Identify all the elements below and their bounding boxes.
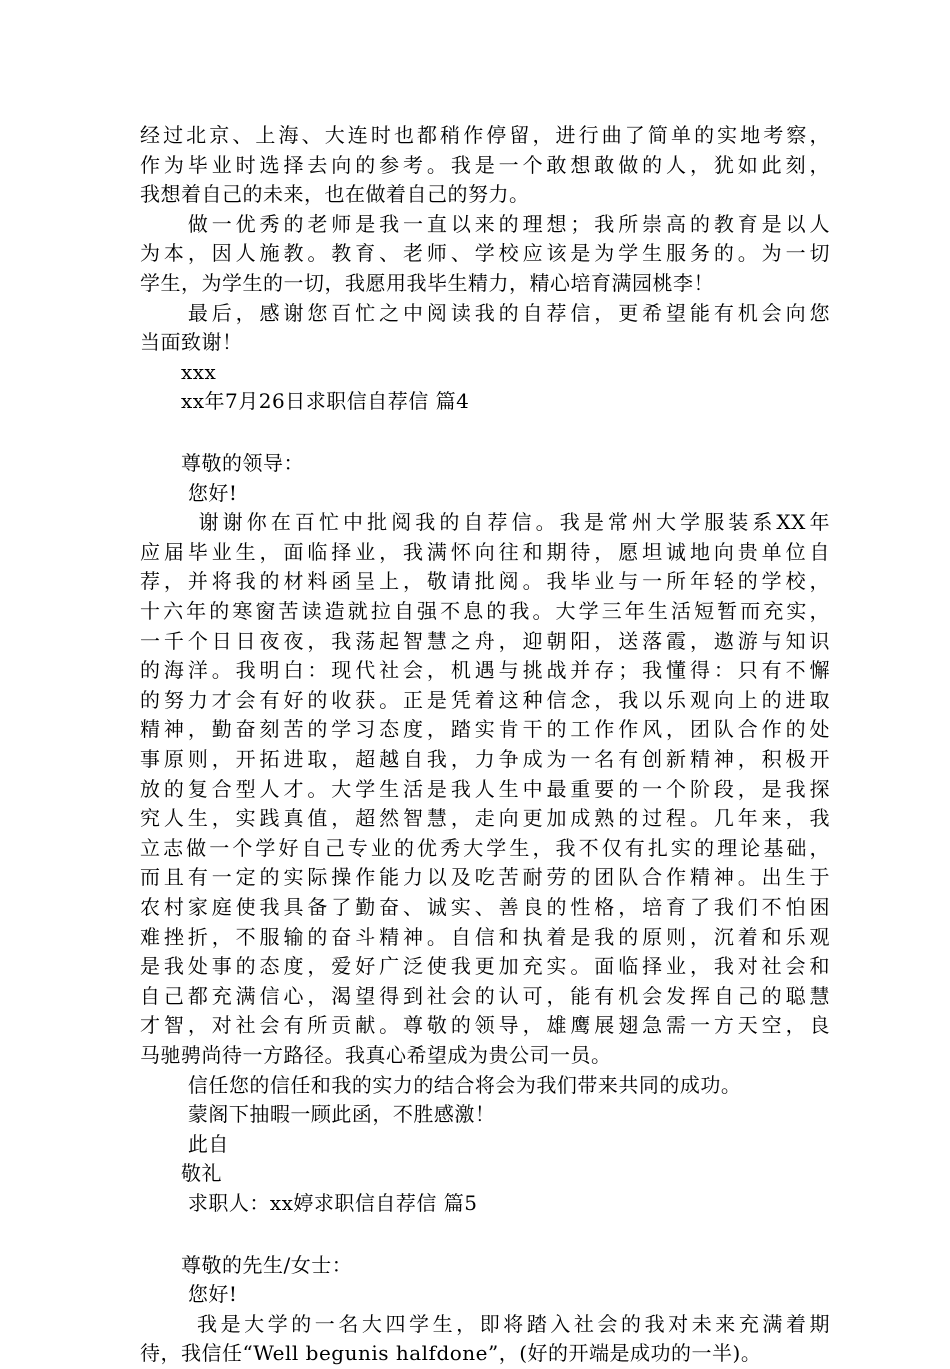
greeting: 您好! <box>140 1282 238 1306</box>
text-line: 十六年的寒窗苦读造就拉自强不息的我。大学三年生活短暂而充实， <box>140 599 830 623</box>
text-line: 精神，勤奋刻苦的学习态度，踏实肯干的工作作风，团队合作的处 <box>140 717 830 741</box>
text-line: 一千个日日夜夜，我荡起智慧之舟，迎朝阳，送落霞，遨游与知识 <box>140 629 830 653</box>
text-line: 当面致谢！ <box>140 330 243 354</box>
text-line: 谢谢你在百忙中批阅我的自荐信。我是常州大学服装系XX年 <box>140 510 830 534</box>
text-line: 我是大学的一名大四学生，即将踏入社会的我对未来充满着期 <box>140 1312 830 1336</box>
date-and-next-title: xx年7月26日求职信自荐信 篇4 <box>140 389 470 413</box>
text-line: 经过北京、上海、大连时也都稍作停留，进行曲了简单的实地考察， <box>140 123 830 147</box>
closing-line: 此自 <box>140 1132 229 1156</box>
text-line: 的努力才会有好的收获。正是凭着这种信念，我以乐观向上的进取 <box>140 688 830 712</box>
text-line: 我想着自己的未来，也在做着自己的努力。 <box>140 182 530 206</box>
text-line: 而且有一定的实际操作能力以及吃苦耐劳的团队合作精神。出生于 <box>140 865 830 889</box>
salutation: 尊敬的先生/女士： <box>140 1253 353 1277</box>
text-line: 难挫折，不服输的奋斗精神。自信和执着是我的原则，沉着和乐观 <box>140 925 830 949</box>
signature-name: xxx <box>140 360 217 384</box>
text-line: 为本，因人施教。教育、老师、学校应该是为学生服务的。为一切 <box>140 241 830 265</box>
greeting: 您好! <box>140 481 238 505</box>
text-line: 究人生，实践真值，超然智慧，走向更加成熟的过程。几年来，我 <box>140 806 830 830</box>
text-line: 待，我信任“Well begunis halfdone”，(好的开端是成功的一半)。 <box>140 1341 762 1365</box>
closing-salute: 敬礼 <box>140 1161 222 1185</box>
text-line: 最后，感谢您百忙之中阅读我的自荐信，更希望能有机会向您 <box>140 301 830 325</box>
text-line: 立志做一个学好自己专业的优秀大学生，我不仅有扎实的理论基础， <box>140 836 830 860</box>
text-line: 才智，对社会有所贡献。尊敬的领导，雄鹰展翅急需一方天空，良 <box>140 1013 830 1037</box>
text-line: 做一优秀的老师是我一直以来的理想；我所崇高的教育是以人 <box>140 212 830 236</box>
text-line: 应届毕业生，面临择业，我满怀向往和期待，愿坦诚地向贵单位自 <box>140 540 830 564</box>
text-line: 马驰骋尚待一方路径。我真心希望成为贵公司一员。 <box>140 1043 612 1067</box>
salutation: 尊敬的领导： <box>140 451 304 475</box>
applicant-and-next-title: 求职人：xx婷求职信自荐信 篇5 <box>140 1191 478 1215</box>
text-line: 是我处事的态度，爱好广泛使我更加充实。面临择业，我对社会和 <box>140 954 830 978</box>
text-line: 的海洋。我明白：现代社会，机遇与挑战并存；我懂得：只有不懈 <box>140 658 830 682</box>
text-line: 农村家庭使我具备了勤奋、诚实、善良的性格，培育了我们不怕困 <box>140 895 830 919</box>
text-line: 蒙阁下抽暇一顾此函，不胜感激！ <box>140 1102 496 1126</box>
text-line: 信任您的信任和我的实力的结合将会为我们带来共同的成功。 <box>140 1073 742 1097</box>
text-line: 荐，并将我的材料函呈上，敬请批阅。我毕业与一所年轻的学校， <box>140 569 830 593</box>
text-line: 事原则，开拓进取，超越自我，力争成为一名有创新精神，积极开 <box>140 747 830 771</box>
text-line: 自己都充满信心，渴望得到社会的认可，能有机会发挥自己的聪慧 <box>140 984 830 1008</box>
text-line: 学生，为学生的一切，我愿用我毕生精力，精心培育满园桃李！ <box>140 271 714 295</box>
text-line: 作为毕业时选择去向的参考。我是一个敢想敢做的人，犹如此刻， <box>140 153 830 177</box>
text-line: 放的复合型人才。大学生活是我人生中最重要的一个阶段，是我探 <box>140 777 830 801</box>
